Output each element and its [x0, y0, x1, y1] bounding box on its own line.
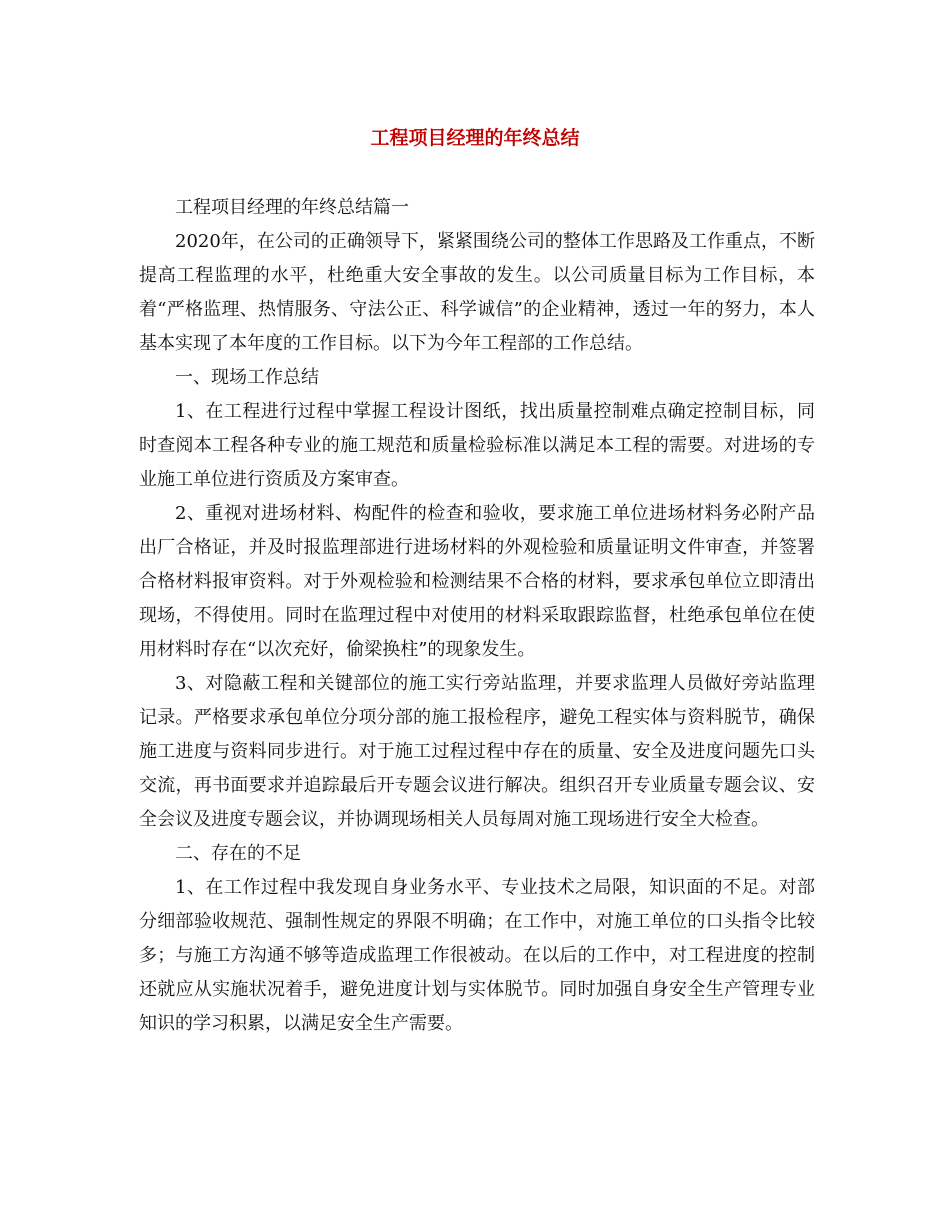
section-subtitle: 工程项目经理的年终总结篇一: [175, 197, 409, 218]
site-work-item-1: 1、在工程进行过程中掌握工程设计图纸，找出质量控制难点确定控制目标，同时查阅本工程各种专业的施工规范和质量检验标准以满足本工程的需要。对进场的专业施工单位进行资质及方案审查。: [139, 401, 815, 490]
intro-paragraph: 2020年，在公司的正确领导下，紧紧围绕公司的整体工作思路及工作重点，不断提高工程监理的水平，杜绝重大安全事故的发生。以公司质量目标为工作目标，本着“严格监理、热情服务、守法公正、科学诚信”的企业精神，透过一年的努力，本人基本实现了本年度的工作目标。以下为今年工程部的工作总结。: [139, 231, 815, 354]
site-work-item-2: 2、重视对进场材料、构配件的检查和验收，要求施工单位进场材料务必附产品出厂合格证，并及时报监理部进行进场材料的外观检验和质量证明文件审查，并签署合格材料报审资料。对于外观检验和检测结果不合格的材料，要求承包单位立即清出现场，不得使用。同时在监理过程中对使用的材料采取跟踪监督，杜绝承包单位在使用材料时存在“以次充好，偷梁换柱”的现象发生。: [139, 503, 815, 660]
section-heading-shortcomings: 二、存在的不足: [175, 843, 301, 864]
site-work-item-3: 3、对隐蔽工程和关键部位的施工实行旁站监理，并要求监理人员做好旁站监理记录。严格要求承包单位分项分部的施工报检程序，避免工程实体与资料脱节，确保施工进度与资料同步进行。对于施工过程过程中存在的质量、安全及进度问题先口头交流，再书面要求并追踪最后开专题会议进行解决。组织召开专业质量专题会议、安全会议及进度专题会议，并协调现场相关人员每周对施工现场进行安全大检查。: [139, 673, 815, 830]
shortcomings-item-1: 1、在工作过程中我发现自身业务水平、专业技术之局限，知识面的不足。对部分细部验收规范、强制性规定的界限不明确；在工作中，对施工单位的口头指令比较多；与施工方沟通不够等造成监理工作很被动。在以后的工作中，对工程进度的控制还就应从实施状况着手，避免进度计划与实体脱节。同时加强自身安全生产管理专业知识的学习积累，以满足安全生产需要。: [139, 877, 815, 1034]
document-title: 工程项目经理的年终总结: [370, 127, 580, 149]
document-body: [139, 191, 815, 1041]
section-heading-site-work: 一、现场工作总结: [175, 367, 319, 388]
